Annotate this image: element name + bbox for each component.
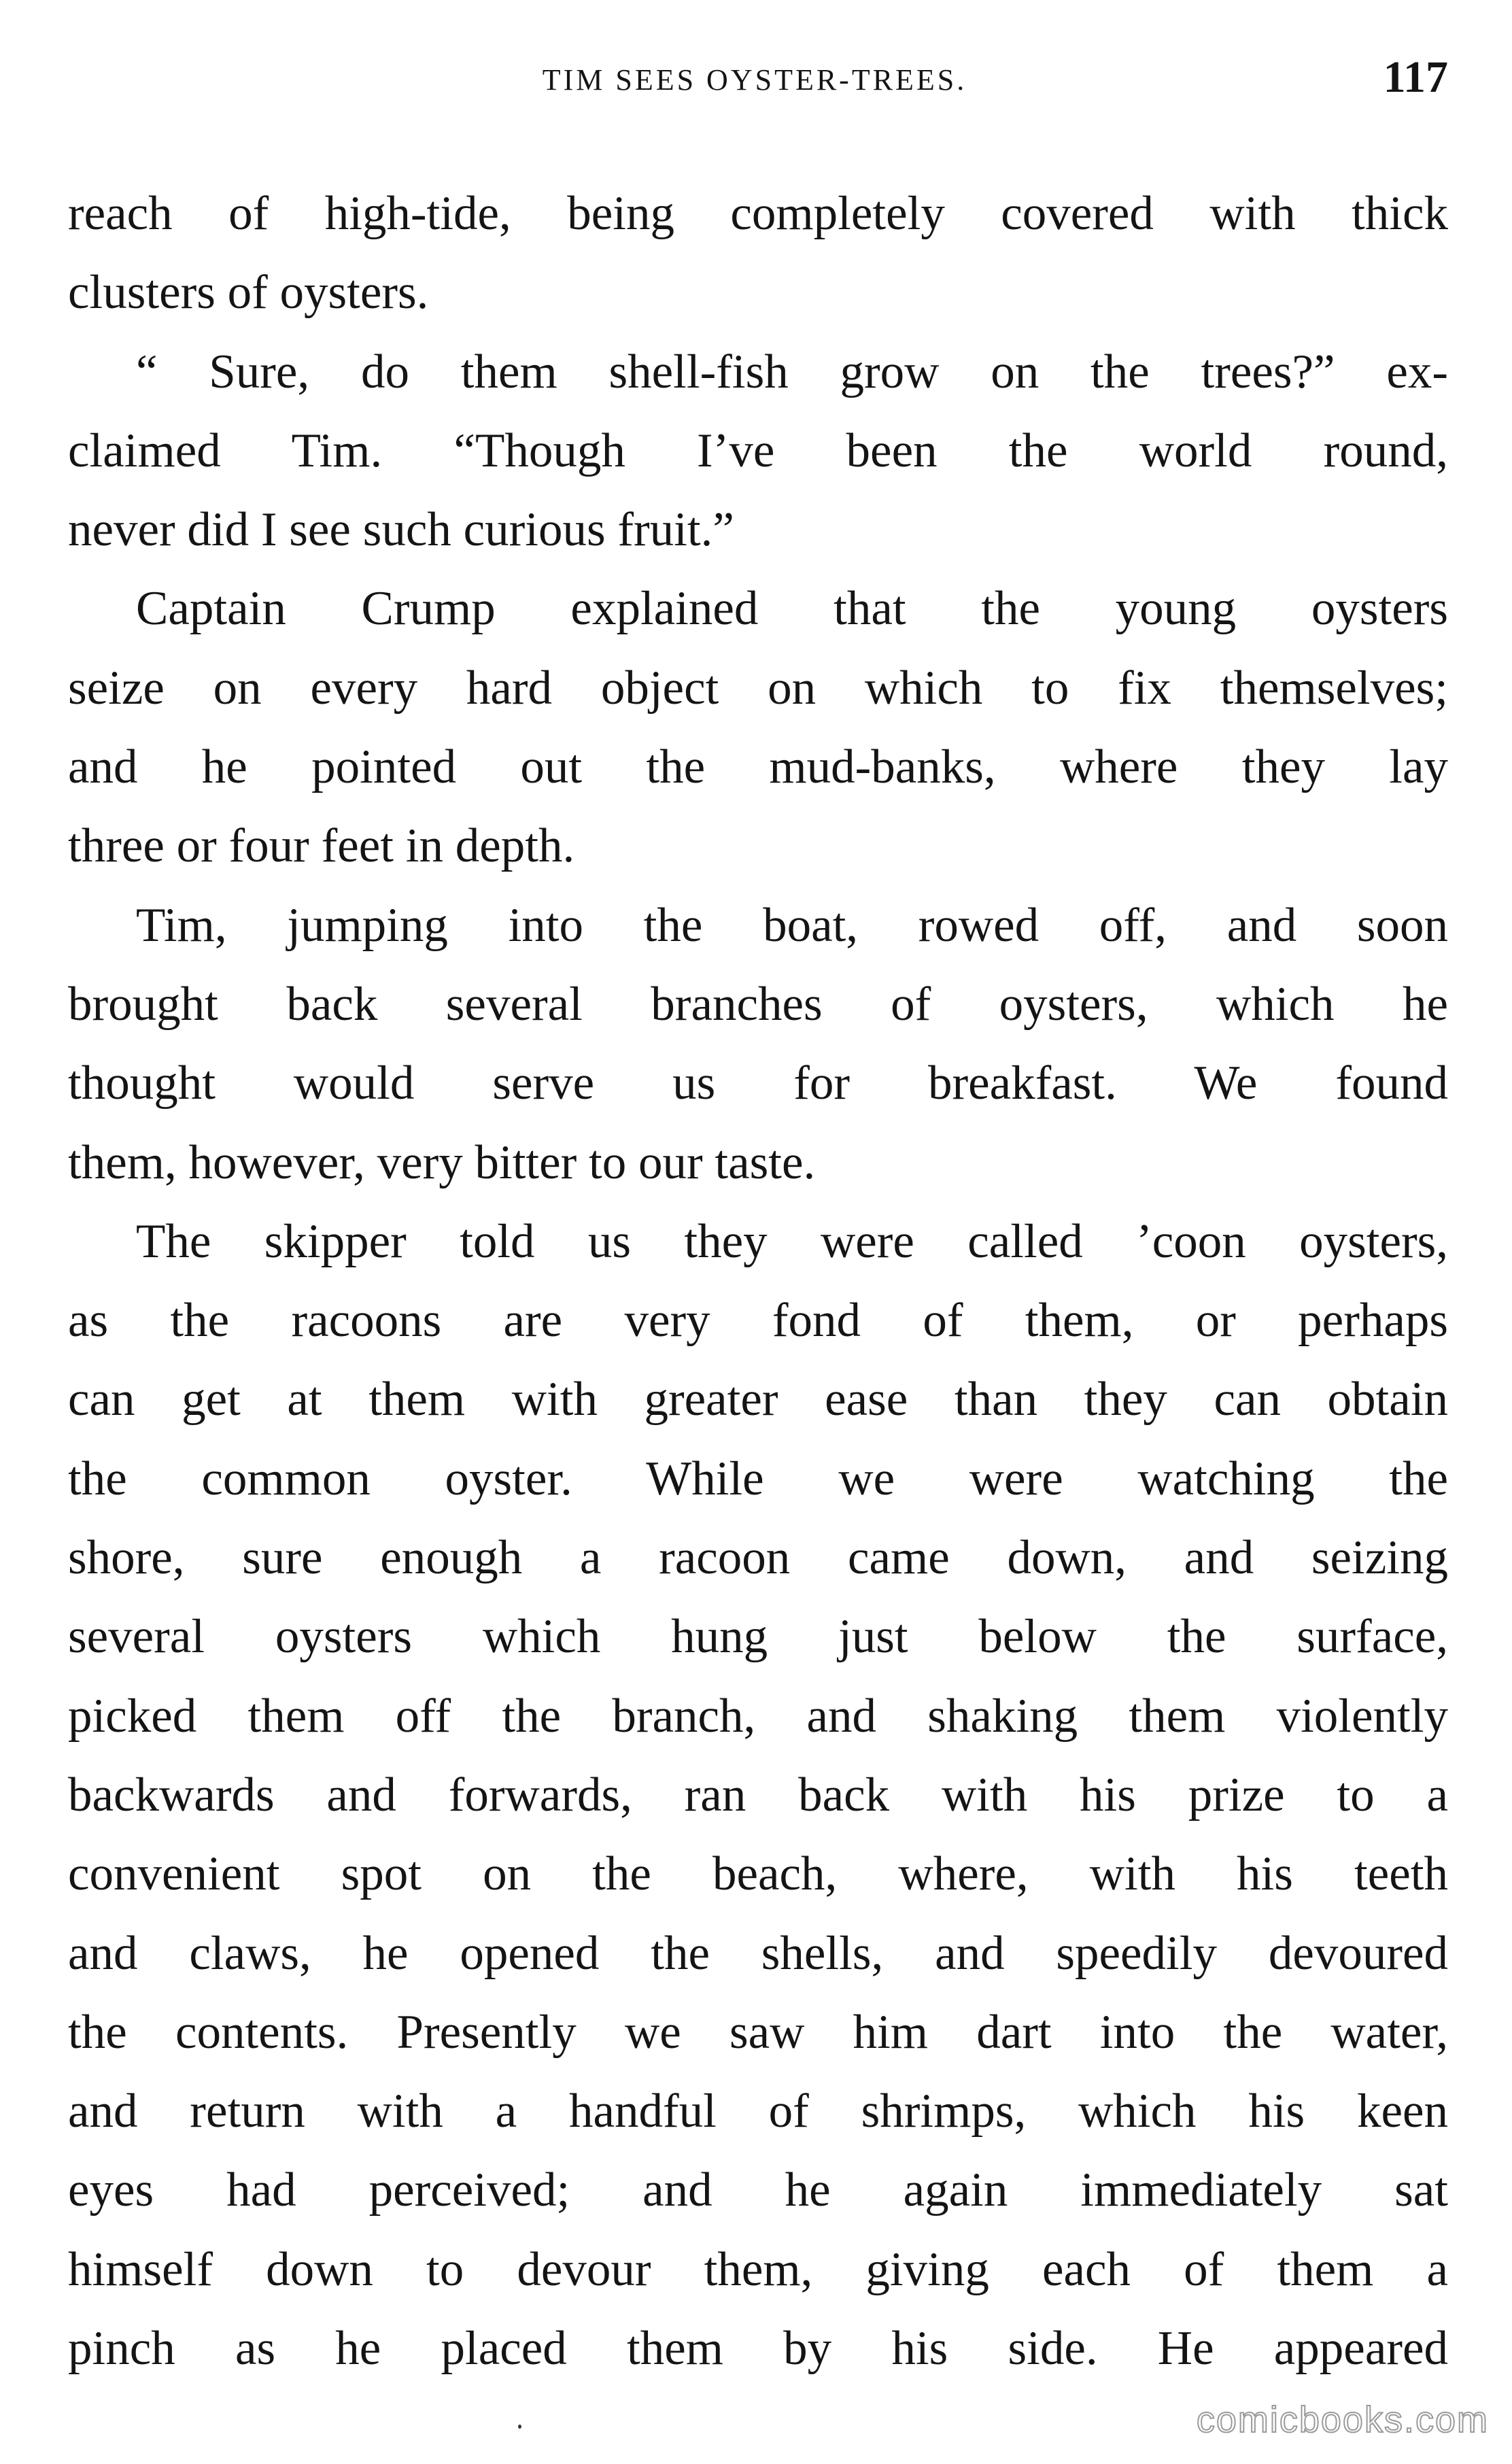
text-line: seize on every hard object on which to fix themselves; — [68, 661, 1448, 715]
text-line: claimed Tim. “Though I’ve been the world round, — [68, 424, 1448, 477]
running-title: TIM SEES OYSTER-TREES. — [542, 63, 967, 97]
text-line: himself down to devour them, giving each of them a — [68, 2242, 1448, 2296]
text-line: clusters of oysters. — [68, 266, 429, 320]
text-line: eyes had perceived; and he again immediately sat — [68, 2163, 1448, 2217]
text-line: the contents. Presently we saw him dart into the water, — [68, 2005, 1448, 2059]
text-line: and return with a handful of shrimps, which his keen — [68, 2085, 1448, 2138]
text-line: them, however, very bitter to our taste. — [68, 1135, 816, 1189]
text-line: can get at them with greater ease than they can obtain — [68, 1373, 1448, 1426]
text-line: Tim, jumping into the boat, rowed off, and soon — [136, 898, 1448, 952]
text-line: as the racoons are very fond of them, or perhaps — [68, 1294, 1448, 1348]
ink-speck — [518, 2425, 521, 2429]
text-line: backwards and forwards, ran back with his prize to a — [68, 1768, 1448, 1821]
text-line: never did I see such curious fruit.” — [68, 503, 734, 557]
text-line: Captain Crump explained that the young oysters — [136, 582, 1448, 636]
text-line: the common oyster. While we were watching the — [68, 1452, 1448, 1505]
text-line: pinch as he placed them by his side. He appeared — [68, 2322, 1448, 2376]
watermark: comicbooks.com — [1196, 2399, 1489, 2440]
text-line: several oysters which hung just below the surface, — [68, 1610, 1448, 1664]
text-line: brought back several branches of oysters, which he — [68, 977, 1448, 1031]
text-line: picked them off the branch, and shaking them violently — [68, 1689, 1448, 1743]
body-text — [68, 174, 1448, 2388]
page-number: 117 — [1383, 52, 1448, 102]
text-line: reach of high-tide, being completely covered with thick — [68, 187, 1448, 240]
text-line: convenient spot on the beach, where, with his teeth — [68, 1847, 1448, 1901]
text-line: shore, sure enough a racoon came down, and seizing — [68, 1531, 1448, 1585]
text-line: The skipper told us they were called ’coon oysters, — [136, 1214, 1448, 1268]
text-line: “ Sure, do them shell-fish grow on the trees?” ex- — [136, 345, 1448, 398]
text-line: and he pointed out the mud-banks, where they lay — [68, 740, 1448, 794]
text-line: and claws, he opened the shells, and speedily devoured — [68, 1926, 1448, 1980]
text-line: thought would serve us for breakfast. We found — [68, 1057, 1448, 1110]
text-line: three or four feet in depth. — [68, 819, 575, 873]
